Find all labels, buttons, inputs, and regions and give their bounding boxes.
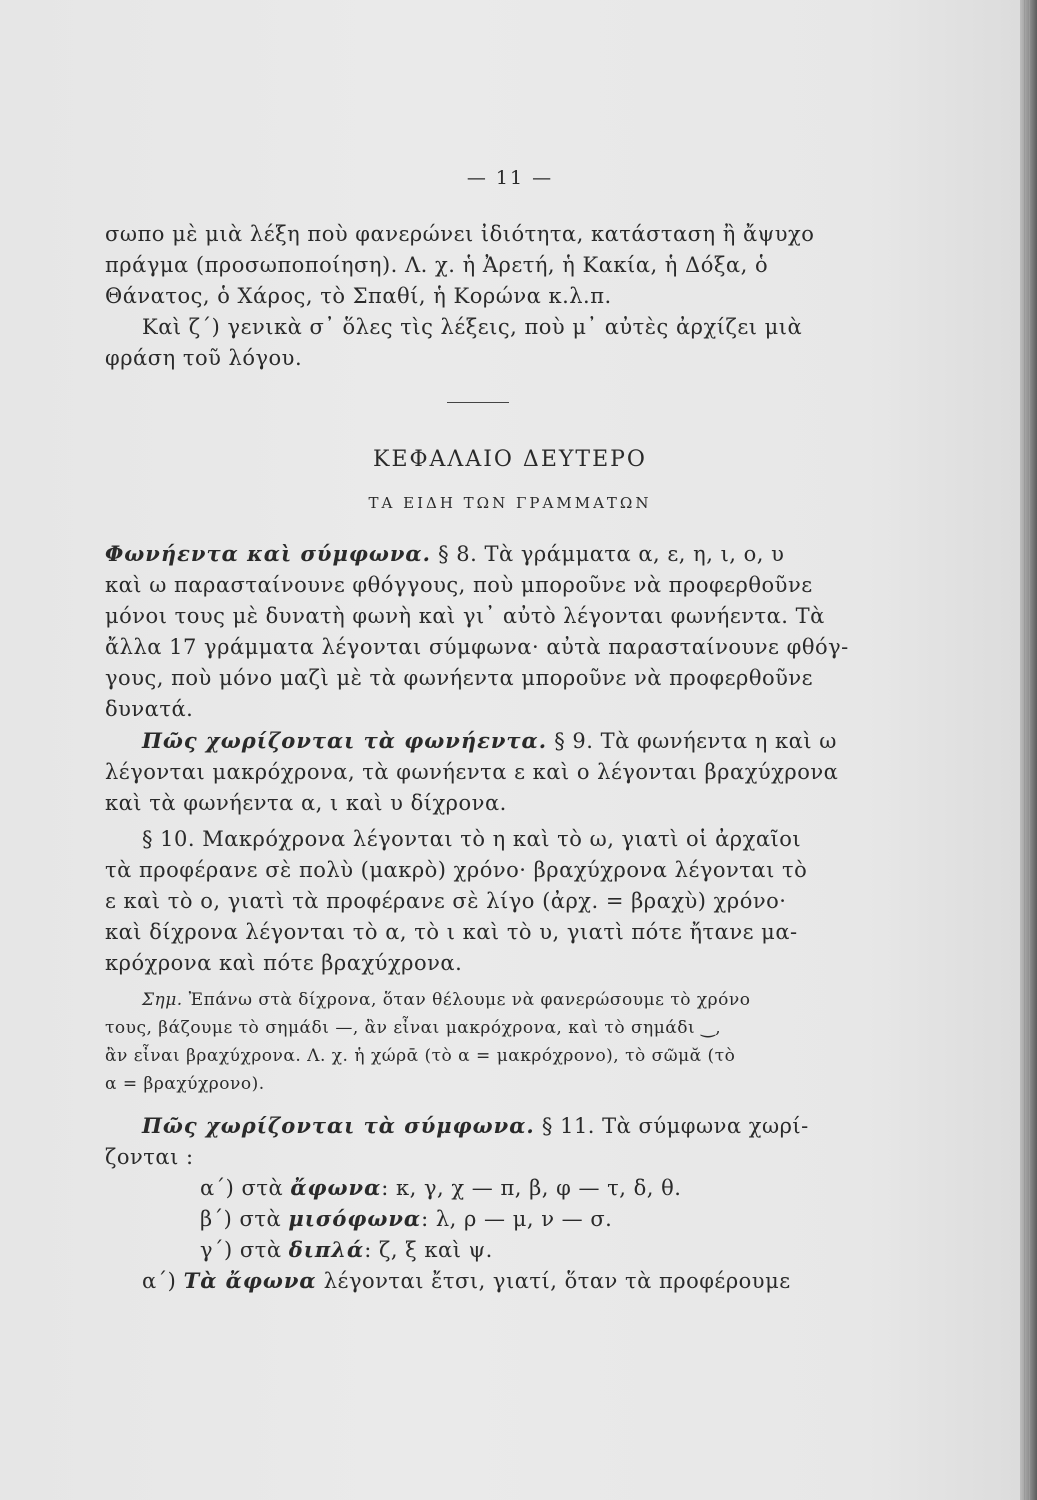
- section-heading: Φωνήεντα καὶ σύμφωνα.: [105, 541, 431, 566]
- text-line: ε καὶ τὸ ο, γιατὶ τὰ προφέρανε σὲ λίγο (ἀρχ. = βραχὺ) χρόνο·: [105, 889, 787, 913]
- text-line: Καὶ ζ΄) γενικὰ σ᾽ ὅλες τὶς λέξεις, ποὺ μ᾽ αὐτὲς ἀρχίζει μιὰ: [142, 315, 803, 339]
- text-line: λέγονται μακρόχρονα, τὰ φωνήεντα ε καὶ ο λέγονται βραχύχρονα: [105, 760, 839, 784]
- section-divider: [447, 402, 509, 403]
- item-text: : ζ, ξ καὶ ψ.: [364, 1238, 493, 1262]
- text-line: δυνατά.: [105, 697, 194, 721]
- edge-line: [1024, 0, 1025, 1500]
- edge-line: [1029, 0, 1030, 1500]
- text-line: τους, βάζουμε τὸ σημάδι —, ἂν εἶναι μακρόχρονα, καὶ τὸ σημάδι ‿,: [105, 1018, 722, 1038]
- item-number: γ΄) στὰ: [200, 1238, 282, 1262]
- text-line: σωπο μὲ μιὰ λέξη ποὺ φανερώνει ἰδιότητα, κατάσταση ἢ ἄψυχο: [105, 222, 815, 246]
- item-term: Τὰ ἄφωνα: [183, 1268, 317, 1293]
- text-line: καὶ ω παρασταίνουνε φθόγγους, ποὺ μποροῦνε νὰ προφερθοῦνε: [105, 573, 813, 597]
- section-heading: Πῶς χωρίζονται τὰ φωνήεντα.: [142, 728, 548, 753]
- text-line: § 10. Μακρόχρονα λέγονται τὸ η καὶ τὸ ω, γιατὶ οἱ ἀρχαῖοι: [142, 827, 802, 851]
- page-edge: [1020, 0, 1037, 1500]
- item-term: ἄφωνα: [290, 1175, 382, 1200]
- text-line: [142, 989, 750, 1011]
- item-number: α΄) στὰ: [200, 1176, 284, 1200]
- item-number: α΄): [142, 1269, 177, 1293]
- note-label: Σημ.: [142, 990, 183, 1010]
- item-term: διπλά: [288, 1237, 365, 1262]
- text-line: ἄλλα 17 γράμματα λέγονται σύμφωνα· αὐτὰ παρασταίνουνε φθόγ-: [105, 635, 849, 659]
- text-span: § 9. Τὰ φωνήεντα η καὶ ω: [554, 729, 837, 753]
- text-line: φράση τοῦ λόγου.: [105, 346, 303, 370]
- section-heading: Πῶς χωρίζονται τὰ σύμφωνα.: [142, 1113, 535, 1138]
- item-number: β΄) στὰ: [200, 1207, 282, 1231]
- chapter-title: ΚΕΦΑΛΑΙΟ ΔΕΥΤΕΡΟ: [373, 447, 647, 472]
- text-line: καὶ τὰ φωνήεντα α, ι καὶ υ δίχρονα.: [105, 791, 507, 815]
- item-text: : κ, γ, χ — π, β, φ — τ, δ, θ.: [381, 1176, 682, 1200]
- text-line: [142, 1113, 809, 1139]
- text-span: § 11. Τὰ σύμφωνα χωρί-: [541, 1114, 809, 1138]
- text-line: ἂν εἶναι βραχύχρονα. Λ. χ. ἡ χώρᾱ (τὸ α = μακρόχρονο), τὸ σῶμᾰ (τὸ: [105, 1046, 736, 1066]
- text-line: [105, 541, 784, 567]
- list-item: [200, 1206, 612, 1232]
- text-line: πράγμα (προσωποποίηση). Λ. χ. ἡ Ἀρετή, ἡ Κακία, ἡ Δόξα, ὁ: [105, 253, 769, 277]
- item-term: μισόφωνα: [288, 1206, 422, 1231]
- text-line: [142, 1268, 791, 1294]
- text-line: καὶ δίχρονα λέγονται τὸ α, τὸ ι καὶ τὸ υ, γιατὶ πότε ἤτανε μα-: [105, 920, 798, 944]
- item-text: : λ, ρ — μ, ν — σ.: [421, 1207, 613, 1231]
- page-number: — 11 —: [466, 167, 554, 189]
- list-item: [200, 1175, 681, 1201]
- text-line: α = βραχύχρονο).: [105, 1074, 265, 1094]
- text-line: [142, 728, 837, 754]
- text-line: τὰ προφέρανε σὲ πολὺ (μακρὸ) χρόνο· βραχύχρονα λέγονται τὸ: [105, 858, 808, 882]
- text-line: ζονται :: [105, 1145, 194, 1169]
- text-line: Θάνατος, ὁ Χάρος, τὸ Σπαθί, ἡ Κορώνα κ.λ.π.: [105, 284, 612, 308]
- chapter-subtitle: ΤΑ ΕΙΔΗ ΤΩΝ ΓΡΑΜΜΑΤΩΝ: [368, 494, 652, 512]
- text-line: μόνοι τους μὲ δυνατὴ φωνὴ καὶ γι᾽ αὐτὸ λέγονται φωνήεντα. Τὰ: [105, 604, 825, 628]
- text-line: κρόχρονα καὶ πότε βραχύχρονα.: [105, 951, 463, 975]
- list-item: [200, 1237, 493, 1263]
- text-line: γους, ποὺ μόνο μαζὶ μὲ τὰ φωνήεντα μποροῦνε νὰ προφερθοῦνε: [105, 666, 814, 690]
- text-span: § 8. Τὰ γράμματα α, ε, η, ι, ο, υ: [438, 542, 785, 566]
- text-span: Ἐπάνω στὰ δίχρονα, ὅταν θέλουμε νὰ φανερώσουμε τὸ χρόνο: [188, 990, 751, 1010]
- text-span: λέγονται ἔτσι, γιατί, ὅταν τὰ προφέρουμε: [323, 1269, 791, 1293]
